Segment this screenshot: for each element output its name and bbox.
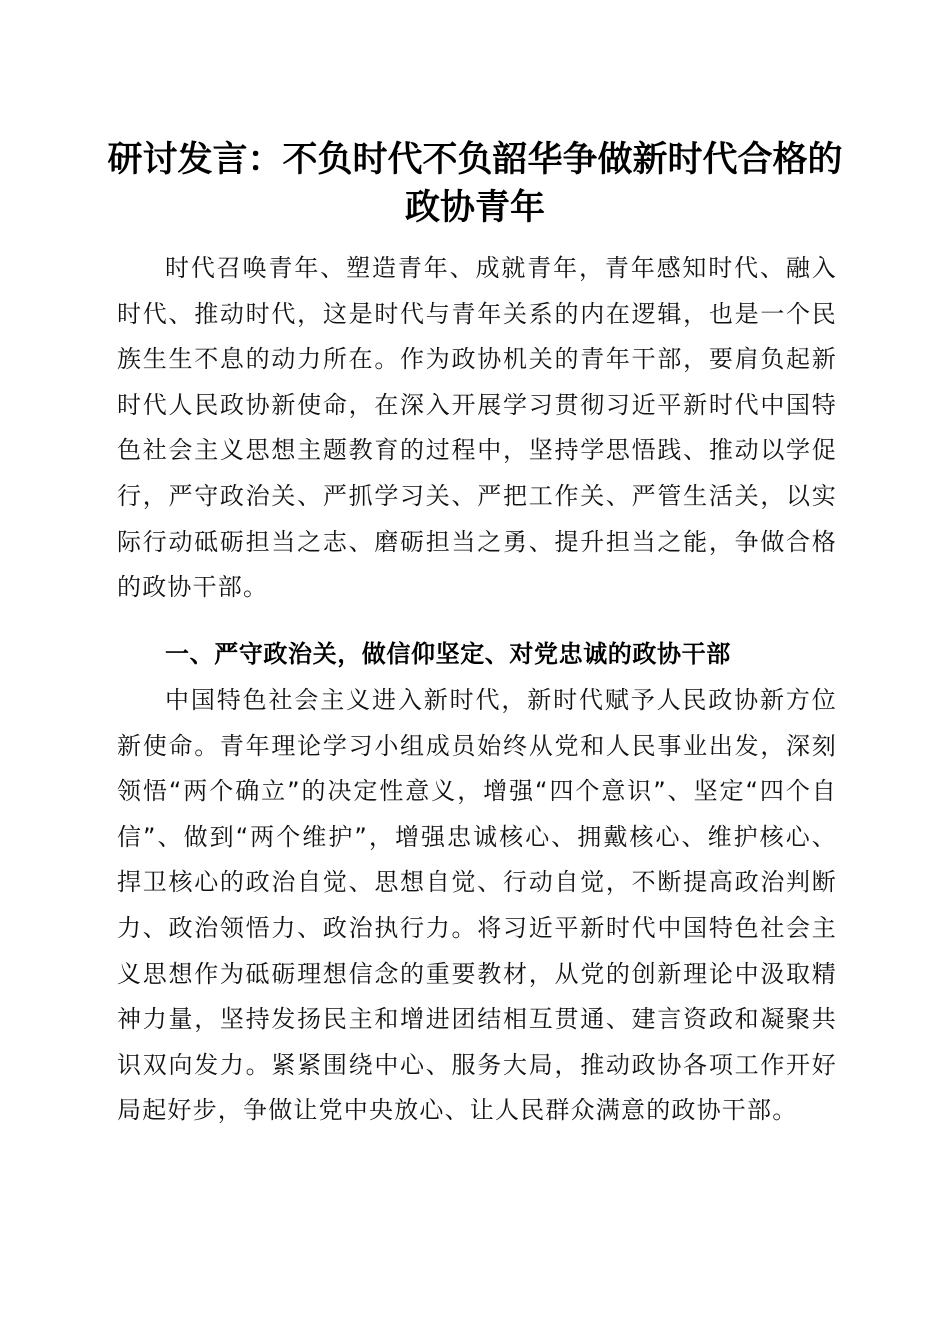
section-1-paragraph: 中国特色社会主义进入新时代，新时代赋予人民政协新方位新使命。青年理论学习小组成员始终从党和人民事业出发，深刻领悟“两个确立”的决定性意义，增强“四个意识”、坚定“四个自信”、做到“两个维护”，增强忠诚核心、拥戴核心、维护核心、捍卫核心的政治自觉、思想自觉、行动自觉，不断提高政治判断力、政治领悟力、政治执行力。将习近平新时代中国特色社会主义思想作为砥砺理想信念的重要教材，从党的创新理论中汲取精神力量，坚持发扬民主和增进团结相互贯通、建言资政和凝聚共识双向发力。紧紧围绕中心、服务大局，推动政协各项工作开好局起好步，争做让党中央放心、让人民群众满意的政协干部。 <box>117 686 837 1125</box>
section-heading-1: 一、严守政治关，做信仰坚定、对党忠诚的政协干部 <box>165 640 731 668</box>
document-title: 研讨发言：不负时代不负韶华争做新时代合格的政协青年 <box>107 139 843 228</box>
intro-paragraph: 时代召唤青年、塑造青年、成就青年，青年感知时代、融入时代、推动时代，这是时代与青年关系的内在逻辑，也是一个民族生生不息的动力所在。作为政协机关的青年干部，要肩负起新时代人民政协新使命，在深入开展学习贯彻习近平新时代中国特色社会主义思想主题教育的过程中，坚持学思悟践、推动以学促行，严守政治关、严抓学习关、严把工作关、严管生活关，以实际行动砥砺担当之志、磨砺担当之勇、提升担当之能，争做合格的政协干部。 <box>117 254 837 602</box>
